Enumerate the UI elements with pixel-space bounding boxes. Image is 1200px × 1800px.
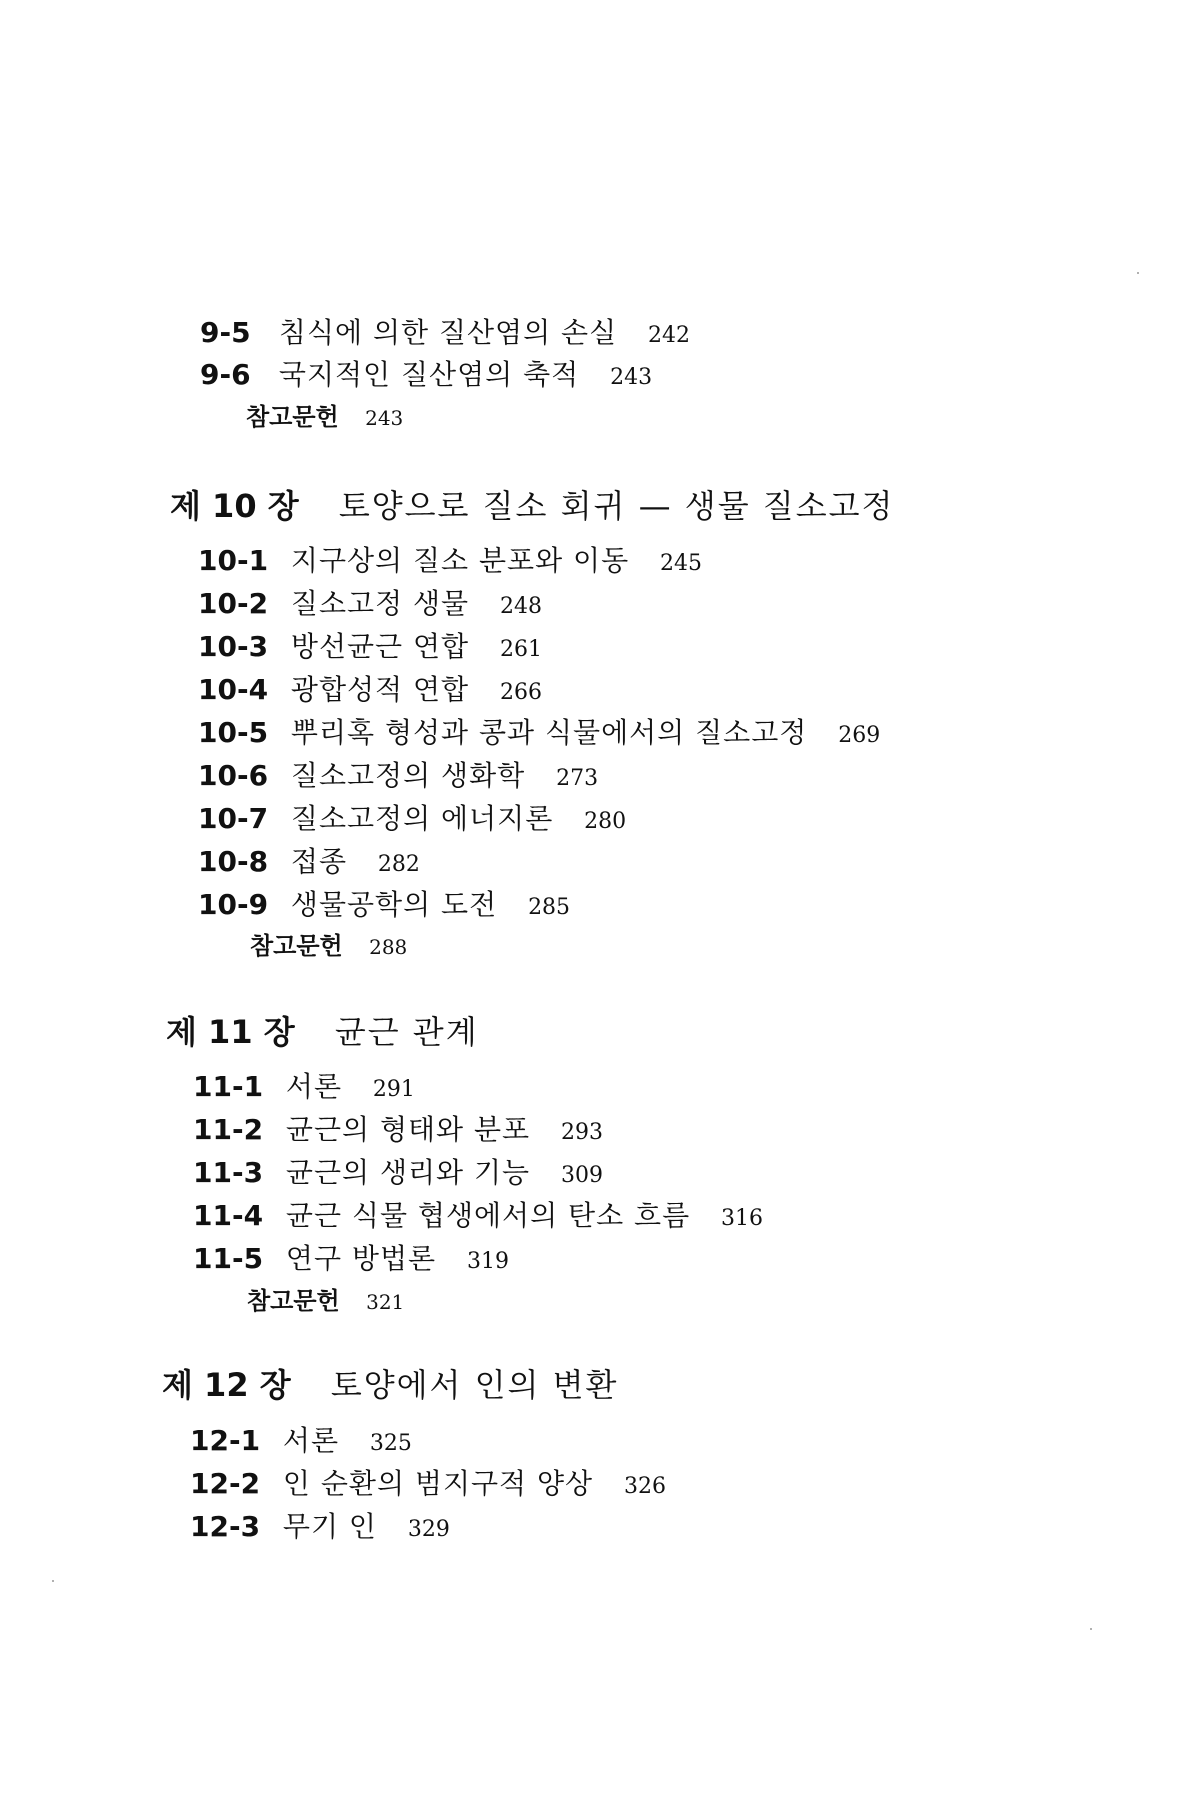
toc-entry bbox=[200, 316, 690, 353]
section-title: 연구 방법론 bbox=[285, 1242, 437, 1275]
toc-entry bbox=[190, 1510, 450, 1547]
section-number: 9-5 bbox=[200, 316, 251, 349]
page-number: 288 bbox=[369, 935, 408, 959]
toc-entry bbox=[198, 759, 598, 796]
toc-entry bbox=[193, 1156, 603, 1193]
page-number: 280 bbox=[584, 809, 627, 834]
page-number: 316 bbox=[721, 1206, 764, 1231]
toc-entry bbox=[198, 630, 542, 667]
section-number: 10-9 bbox=[198, 888, 269, 921]
toc-entry bbox=[200, 358, 652, 395]
toc-entry bbox=[193, 1070, 415, 1107]
section-number: 11-2 bbox=[193, 1113, 264, 1146]
section-title: 생물공학의 도전 bbox=[290, 888, 498, 921]
references-entry bbox=[246, 402, 403, 433]
page-number: 266 bbox=[500, 680, 543, 705]
toc-entry bbox=[198, 845, 420, 882]
section-title: 인 순환의 범지구적 양상 bbox=[282, 1467, 594, 1500]
references-label: 참고문헌 bbox=[250, 932, 343, 960]
section-title: 광합성적 연합 bbox=[290, 673, 470, 706]
section-number: 11-5 bbox=[193, 1242, 264, 1275]
toc-entry bbox=[198, 888, 570, 925]
scan-speck bbox=[1090, 1628, 1092, 1630]
page-number: 285 bbox=[528, 895, 571, 920]
page-number: 282 bbox=[377, 852, 420, 877]
section-number: 10-5 bbox=[198, 716, 269, 749]
toc-entry bbox=[190, 1467, 666, 1504]
page-number: 309 bbox=[561, 1163, 603, 1188]
chapter-heading bbox=[166, 1012, 479, 1052]
page-number: 325 bbox=[369, 1431, 412, 1456]
section-title: 뿌리혹 형성과 콩과 식물에서의 질소고정 bbox=[290, 716, 808, 749]
section-number: 10-3 bbox=[198, 630, 269, 663]
section-title: 질소고정의 에너지론 bbox=[290, 802, 554, 835]
page-number: 248 bbox=[500, 594, 543, 619]
section-title: 질소고정의 생화학 bbox=[290, 759, 526, 792]
chapter-label: 제 10 장 bbox=[170, 487, 299, 525]
references-label: 참고문헌 bbox=[246, 403, 339, 431]
section-title: 접종 bbox=[290, 845, 348, 878]
section-number: 12-2 bbox=[190, 1467, 261, 1500]
toc-entry bbox=[190, 1424, 412, 1461]
page-number: 243 bbox=[610, 365, 653, 390]
section-title: 서론 bbox=[282, 1424, 340, 1457]
section-number: 10-2 bbox=[198, 587, 269, 620]
section-number: 11-1 bbox=[193, 1070, 264, 1103]
section-number: 11-3 bbox=[193, 1156, 264, 1189]
page-number: 245 bbox=[660, 551, 703, 576]
chapter-title: 균근 관계 bbox=[334, 1013, 479, 1051]
chapter-title: 토양에서 인의 변환 bbox=[330, 1366, 619, 1404]
references-entry bbox=[247, 1286, 404, 1317]
toc-entry bbox=[193, 1242, 509, 1279]
toc-entry bbox=[198, 716, 880, 753]
page-number: 326 bbox=[624, 1474, 666, 1499]
page-number: 243 bbox=[365, 406, 404, 430]
section-number: 12-1 bbox=[190, 1424, 261, 1457]
scan-speck bbox=[1137, 272, 1139, 274]
section-number: 10-7 bbox=[198, 802, 269, 835]
page-number: 269 bbox=[838, 723, 881, 748]
toc-entry bbox=[198, 802, 626, 839]
section-number: 9-6 bbox=[200, 358, 251, 391]
chapter-heading bbox=[170, 486, 894, 526]
references-label: 참고문헌 bbox=[247, 1287, 340, 1315]
section-title: 방선균근 연합 bbox=[290, 630, 470, 663]
page-number: 329 bbox=[407, 1517, 450, 1542]
page-number: 261 bbox=[500, 637, 543, 662]
chapter-heading bbox=[162, 1365, 618, 1405]
section-number: 12-3 bbox=[190, 1510, 261, 1543]
section-title: 서론 bbox=[285, 1070, 343, 1103]
references-entry bbox=[250, 931, 407, 962]
section-title: 국지적인 질산염의 축적 bbox=[278, 358, 580, 391]
page-number: 273 bbox=[556, 766, 599, 791]
page-number: 242 bbox=[648, 323, 691, 348]
toc-entry bbox=[193, 1199, 763, 1236]
section-title: 침식에 의한 질산염의 손실 bbox=[278, 316, 618, 349]
section-number: 10-4 bbox=[198, 673, 269, 706]
scan-speck bbox=[52, 1580, 54, 1582]
section-title: 균근의 형태와 분포 bbox=[285, 1113, 531, 1146]
chapter-label: 제 11 장 bbox=[166, 1013, 295, 1051]
chapter-label: 제 12 장 bbox=[162, 1366, 291, 1404]
section-number: 10-1 bbox=[198, 544, 269, 577]
section-title: 무기 인 bbox=[282, 1510, 377, 1543]
page-number: 291 bbox=[372, 1077, 415, 1102]
chapter-title: 토양으로 질소 회귀 — 생물 질소고정 bbox=[338, 487, 895, 525]
toc-entry bbox=[198, 673, 542, 710]
page-number: 321 bbox=[366, 1290, 405, 1314]
section-title: 질소고정 생물 bbox=[290, 587, 470, 620]
page-number: 293 bbox=[561, 1120, 603, 1145]
page-number: 319 bbox=[466, 1249, 509, 1274]
section-title: 균근의 생리와 기능 bbox=[285, 1156, 531, 1189]
section-number: 10-8 bbox=[198, 845, 269, 878]
section-number: 10-6 bbox=[198, 759, 269, 792]
section-title: 지구상의 질소 분포와 이동 bbox=[290, 544, 630, 577]
toc-entry bbox=[198, 587, 542, 624]
section-title: 균근 식물 협생에서의 탄소 흐름 bbox=[285, 1199, 691, 1232]
section-number: 11-4 bbox=[193, 1199, 264, 1232]
toc-entry bbox=[198, 544, 702, 581]
toc-entry bbox=[193, 1113, 603, 1150]
